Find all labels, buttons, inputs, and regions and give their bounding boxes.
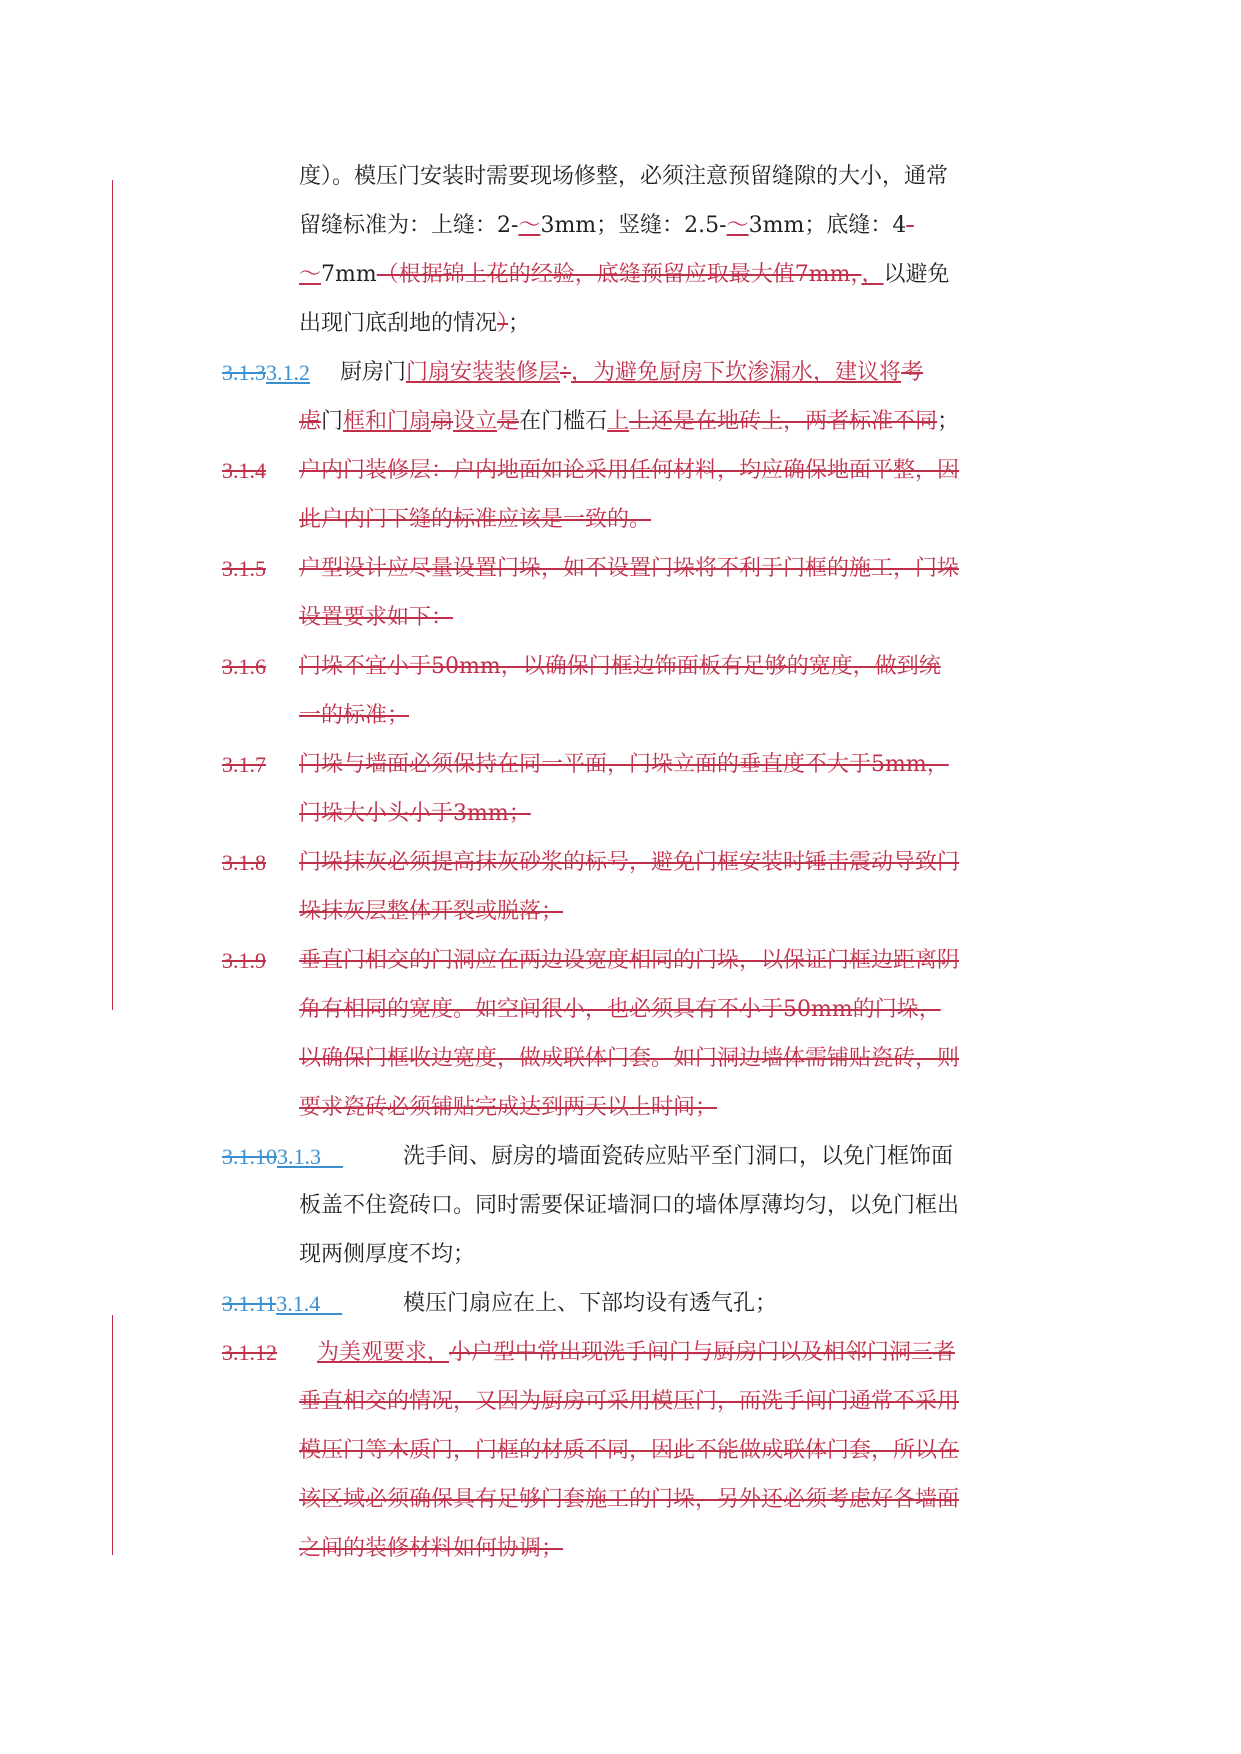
text-line xyxy=(222,348,1055,397)
deleted-text: （根据锦上花的经验，底缝预留应取最大值7mm， xyxy=(376,262,862,287)
inserted-number: 3.1.2 xyxy=(266,360,310,385)
text-run: 在门槛石 xyxy=(519,409,608,434)
change-bar-top xyxy=(112,180,113,1010)
deleted-section-3-1-7 xyxy=(222,740,1055,838)
section-number: 3.1.4 xyxy=(222,458,266,483)
section-number: 3.1.8 xyxy=(222,850,266,875)
text-run: 板盖不住瓷砖口。同时需要保证墙洞口的墙体厚薄均匀，以免门框出 xyxy=(299,1193,960,1218)
deleted-text: 角有相同的宽度。如空间很小，也必须具有不小于50mm的门垛， xyxy=(299,997,941,1022)
text-run: 门 xyxy=(321,409,344,434)
deleted-section-3-1-4 xyxy=(222,446,1055,544)
deleted-text: 之间的装修材料如何协调； xyxy=(299,1536,564,1561)
deleted-number: 3.1.3 xyxy=(222,360,266,385)
section-number: 3.1.7 xyxy=(222,752,266,777)
text-run: 出现门底刮地的情况 xyxy=(299,311,498,336)
deleted-text: 虑 xyxy=(299,409,322,434)
deleted-text: 此户内门下缝的标准应该是一致的。 xyxy=(299,507,652,532)
inserted-text: 上 xyxy=(607,409,630,434)
text-run: 3mm；竖缝：2.5- xyxy=(540,213,727,238)
inserted-text: 为美观要求， xyxy=(317,1340,450,1365)
deleted-number: 3.1.10 xyxy=(222,1144,277,1169)
text-run: 留缝标准为：上缝：2- xyxy=(299,213,519,238)
section-number: 3.1.5 xyxy=(222,556,266,581)
inserted-text: 门扇安装装修层 xyxy=(406,360,561,385)
deleted-text: 设置要求如下： xyxy=(299,605,454,630)
deleted-text: 该区域必须确保具有足够门套施工的门垛，另外还必须考虑好各墙面 xyxy=(299,1487,960,1512)
text-run: ； xyxy=(508,311,531,336)
deleted-text: 门垛不宜小于50mm，以确保门框边饰面板有足够的宽度，做到统 xyxy=(299,654,941,679)
deleted-text: 上还是在地砖上，两者标准不同 xyxy=(629,409,938,434)
deleted-number: 3.1.11 xyxy=(222,1291,277,1316)
section-number xyxy=(222,1132,343,1181)
text-run: 模压门扇应在上、下部均设有透气孔； xyxy=(403,1291,778,1316)
section-number: 3.1.9 xyxy=(222,948,266,973)
inserted-text: ， xyxy=(861,262,884,287)
deleted-text: 户型设计应尽量设置门垛，如不设置门垛将不利于门框的施工，门垛 xyxy=(299,556,960,581)
text-run: 7mm xyxy=(321,262,377,287)
deleted-section-3-1-9 xyxy=(222,936,1055,1132)
section-3-1-3 xyxy=(222,1132,1055,1279)
change-bar-bottom xyxy=(112,1315,113,1555)
deleted-section-3-1-5 xyxy=(222,544,1055,642)
inserted-text: 框和门扇 xyxy=(343,409,432,434)
inserted-number: 3.1.4 xyxy=(276,1291,321,1316)
deleted-text: 门垛抹灰必须提高抹灰砂浆的标号，避免门框安装时锤击震动导致门 xyxy=(299,850,960,875)
deleted-section-3-1-12 xyxy=(222,1328,1055,1573)
deleted-text: 扇 xyxy=(431,409,454,434)
text-line xyxy=(225,152,1055,201)
inserted-text: ～ xyxy=(726,213,749,238)
deleted-section-3-1-6 xyxy=(222,642,1055,740)
inserted-text: ，为避免厨房下坎渗漏水，建议将 xyxy=(571,360,902,385)
deleted-text: 一的标准； xyxy=(299,703,410,728)
deleted-text: 小户型中常出现洗手间门与厨房门以及相邻门洞三者 xyxy=(449,1340,956,1365)
text-line xyxy=(225,299,1055,348)
deleted-text: 以确保门框收边宽度，做成联体门套。如门洞边墙体需铺贴瓷砖，则 xyxy=(299,1046,960,1071)
inserted-text: 设立 xyxy=(453,409,498,434)
text-line xyxy=(225,397,1055,446)
deleted-text: - xyxy=(906,213,914,238)
inserted-text: ～ xyxy=(518,213,541,238)
deleted-text: ） xyxy=(497,311,509,336)
text-run: 3mm；底缝：4 xyxy=(748,213,907,238)
text-run: 厨房门 xyxy=(340,360,407,385)
inserted-number: 3.1.3 xyxy=(277,1144,321,1169)
section-number xyxy=(222,1279,342,1328)
deleted-text: 要求瓷砖必须铺贴完成达到两天以上时间； xyxy=(299,1095,718,1120)
section-number xyxy=(222,348,310,397)
deleted-text: 垂直门相交的门洞应在两边设宽度相同的门垛，以保证门框边距离阴 xyxy=(299,948,960,973)
section-3-1-4 xyxy=(222,1279,1055,1328)
text-run: 洗手间、厨房的墙面瓷砖应贴平至门洞口，以免门框饰面 xyxy=(403,1144,954,1169)
deleted-text: ： xyxy=(560,360,572,385)
inserted-text: ～ xyxy=(299,262,322,287)
section-number: 3.1.12 xyxy=(222,1340,277,1365)
deleted-section-3-1-8 xyxy=(222,838,1055,936)
section-number: 3.1.6 xyxy=(222,654,266,679)
deleted-text: 垂直相交的情况，又因为厨房可采用模压门，而洗手间门通常不采用 xyxy=(299,1389,960,1414)
deleted-text: 考 xyxy=(901,360,924,385)
deleted-text: 门垛与墙面必须保持在同一平面，门垛立面的垂直度不大于5mm， xyxy=(299,752,949,777)
section-3-1-2 xyxy=(222,348,1055,446)
deleted-text: 垛抹灰层整体开裂或脱落； xyxy=(299,899,564,924)
text-run: 以避免 xyxy=(883,262,950,287)
text-run: 现两侧厚度不均； xyxy=(299,1242,476,1267)
deleted-text: 户内门装修层：户内地面如论采用任何材料，均应确保地面平整，因 xyxy=(299,458,960,483)
deleted-text: 是 xyxy=(497,409,520,434)
text-line xyxy=(225,201,1055,250)
paragraph-continuation xyxy=(225,152,1055,348)
text-run: 度）。模压门安装时需要现场修整，必须注意预留缝隙的大小，通常 xyxy=(299,164,949,189)
text-line xyxy=(225,250,1055,299)
text-run: ； xyxy=(937,409,960,434)
deleted-text: 模压门等木质门，门框的材质不同，因此不能做成联体门套，所以在 xyxy=(299,1438,960,1463)
deleted-text: 门垛大小头小于3mm； xyxy=(299,801,531,826)
